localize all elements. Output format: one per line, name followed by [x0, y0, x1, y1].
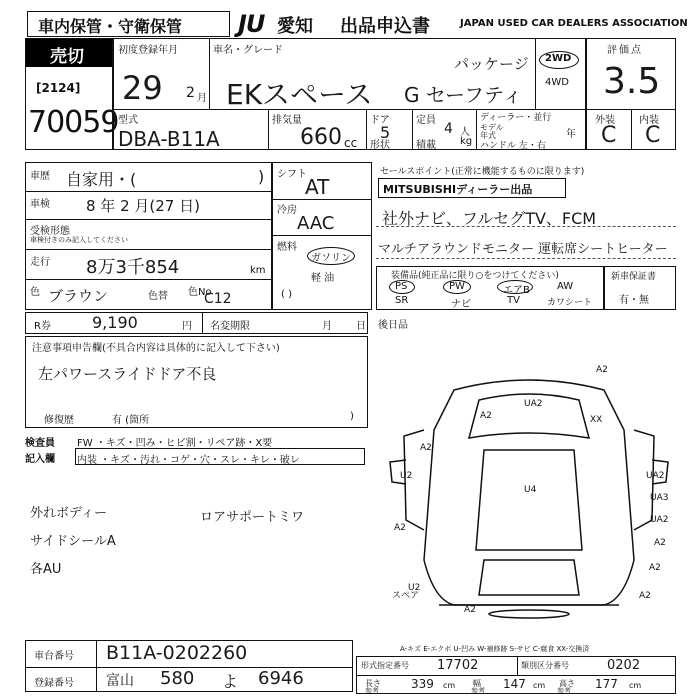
inspector-note-4: 各AU	[30, 562, 62, 577]
inspector-note-2: ロアサポートミワ	[200, 510, 305, 525]
color-code: C12	[204, 291, 232, 307]
chassis-number: B11A-0202260	[106, 642, 248, 664]
plate-number: 6946	[258, 668, 304, 689]
rating-panel: 評価点 3.5 外装 内装 C C	[586, 38, 676, 150]
svg-text:UA2: UA2	[524, 399, 543, 409]
shift-panel: シフト AT 冷房 AAC 燃料 ガソリン 軽 油 ( )	[272, 162, 372, 310]
reg-month: 2	[186, 85, 195, 101]
model-label: 型式	[118, 115, 138, 126]
svg-text:A2: A2	[420, 443, 432, 453]
svg-text:A2: A2	[649, 563, 661, 573]
car-name: EKスペース	[226, 78, 373, 111]
svg-text:U4: U4	[524, 485, 537, 495]
length: 339	[411, 677, 434, 691]
chassis-panel: 車台番号 B11A-0202260 登録番号 富山 580 よ 6946	[25, 640, 353, 692]
svg-text:XX: XX	[590, 415, 603, 425]
lot-tag: [2124]	[36, 81, 81, 95]
spec-panel: 形式指定番号 17702 類別区分番号 0202 長さ 参考 339 cm 幅 参考 147 cm 高さ 参考 177 cm	[356, 656, 676, 694]
reg-year: 29	[122, 69, 163, 107]
sales-line-1: 社外ナビ、フルセグTV、FCM	[382, 209, 597, 228]
car-package: パッケージ	[454, 55, 529, 73]
recycle-panel: R券 9,190 円 名変期限 月 日	[25, 312, 368, 334]
car-grade: G セーフティ	[404, 83, 523, 107]
exterior-grade: C	[601, 123, 617, 148]
note-line-1: 左パワースライドドア不良	[38, 365, 217, 383]
inspector-note-1: 外れボディー	[30, 506, 107, 521]
org-name: 愛知	[277, 16, 313, 37]
svg-text:A2: A2	[654, 538, 666, 548]
registration-panel: 初度登録年月 29 2 月 車名・グレード EKスペース G セーフティ パッケージ 型式 DBA-B11A 排気量 660 cc ドア 5 形状 定員 4 人 積載 kg ディーラー・並行 モデル 年式 年 ハンドル 左・右 2WD 4WD	[113, 38, 586, 150]
first-reg-label: 初度登録年月	[118, 45, 178, 56]
association-name: JAPAN USED CAR DEALERS ASSOCIATION	[460, 18, 688, 29]
plate-class: 580	[160, 668, 195, 689]
rating-score: 3.5	[603, 61, 661, 102]
model-code: DBA-B11A	[118, 127, 220, 151]
plate-region: 富山	[106, 673, 134, 689]
svg-text:UA2: UA2	[650, 515, 669, 525]
history-panel: 車歴 自家用・( ) 車検 8 年 2 月(27 日) 受検形態 車検付きのみ記入してください 走行 8万3千854 km 色 ブラウン 色替 色No C12	[25, 162, 272, 310]
plate-kana: よ	[222, 672, 239, 691]
damage-legend: A-キズ E-エクボ U-凹み W-補修跡 S-サビ C-腐食 XX-交換済	[400, 645, 590, 653]
inspector-panel: 検査員 記入欄 FW ・キズ・凹み・ヒビ割・リペア跡・X要 内装 ・キズ・汚れ・コゲ・穴・スレ・キレ・破レ	[25, 432, 368, 468]
svg-text:UA2: UA2	[646, 471, 665, 481]
lot-panel	[25, 38, 119, 150]
class-number: 0202	[607, 658, 641, 673]
equipment-panel: 装備品(純正品に限り○をつけてください) PS PW エアB AW SR ナビ TV カワシート	[376, 266, 604, 310]
svg-text:U2: U2	[408, 583, 421, 593]
body-color: ブラウン	[48, 287, 109, 305]
inspector-note-3: サイドシールA	[30, 534, 116, 549]
displacement: 660	[300, 125, 342, 150]
capacity: 4	[444, 121, 453, 137]
air-conditioning: AAC	[297, 213, 335, 234]
svg-text:A2: A2	[394, 523, 406, 533]
transmission: AT	[305, 175, 330, 199]
usage-type: 自家用・(	[66, 170, 137, 189]
car-damage-diagram	[384, 360, 674, 620]
interior-grade: C	[645, 123, 661, 148]
car-label: 車名・グレード	[213, 45, 283, 56]
warranty-panel: 新車保証書 有・無	[604, 266, 676, 310]
svg-text:UA3: UA3	[650, 493, 669, 503]
inspection-date: 8 年 2 月(27 日)	[86, 197, 200, 215]
fuel-type: ガソリン	[311, 253, 351, 264]
svg-text:A2: A2	[464, 605, 476, 615]
mileage: 8万3千854	[86, 257, 180, 278]
storage-badge: 車内保管・守衛保管	[27, 11, 230, 37]
svg-text:A2: A2	[480, 411, 492, 421]
sales-line-2: マルチアラウンドモニター 運転席シートヒーター	[378, 242, 668, 257]
height: 177	[595, 677, 618, 691]
svg-text:A2: A2	[639, 591, 651, 601]
sold-badge: 売切	[26, 39, 112, 67]
svg-text:U2: U2	[400, 471, 413, 481]
recycle-amount: 9,190	[92, 313, 138, 332]
sales-panel: セールスポイント(正常に機能するものに限ります) MITSUBISHIディーラー出品 社外ナビ、フルセグTV、FCM マルチアラウンドモニター 運転席シートヒーター	[376, 162, 676, 266]
door-count: 5	[380, 123, 391, 142]
dealer-badge: MITSUBISHIディーラー出品	[378, 178, 566, 198]
notes-panel: 注意事項申告欄(不具合内容は具体的に記入して下さい) 左パワースライドドア不良 修復歴 有 (箇所 )	[25, 336, 368, 428]
svg-text:A2: A2	[596, 365, 608, 375]
spare-label: スペア	[392, 591, 420, 601]
width: 147	[503, 677, 526, 691]
ju-logo: JU	[238, 10, 265, 38]
page-title: 出品申込書	[340, 16, 430, 37]
after-sales-label: 後日品	[378, 320, 408, 331]
type-number: 17702	[437, 658, 479, 673]
lot-number: 70059	[28, 105, 119, 140]
